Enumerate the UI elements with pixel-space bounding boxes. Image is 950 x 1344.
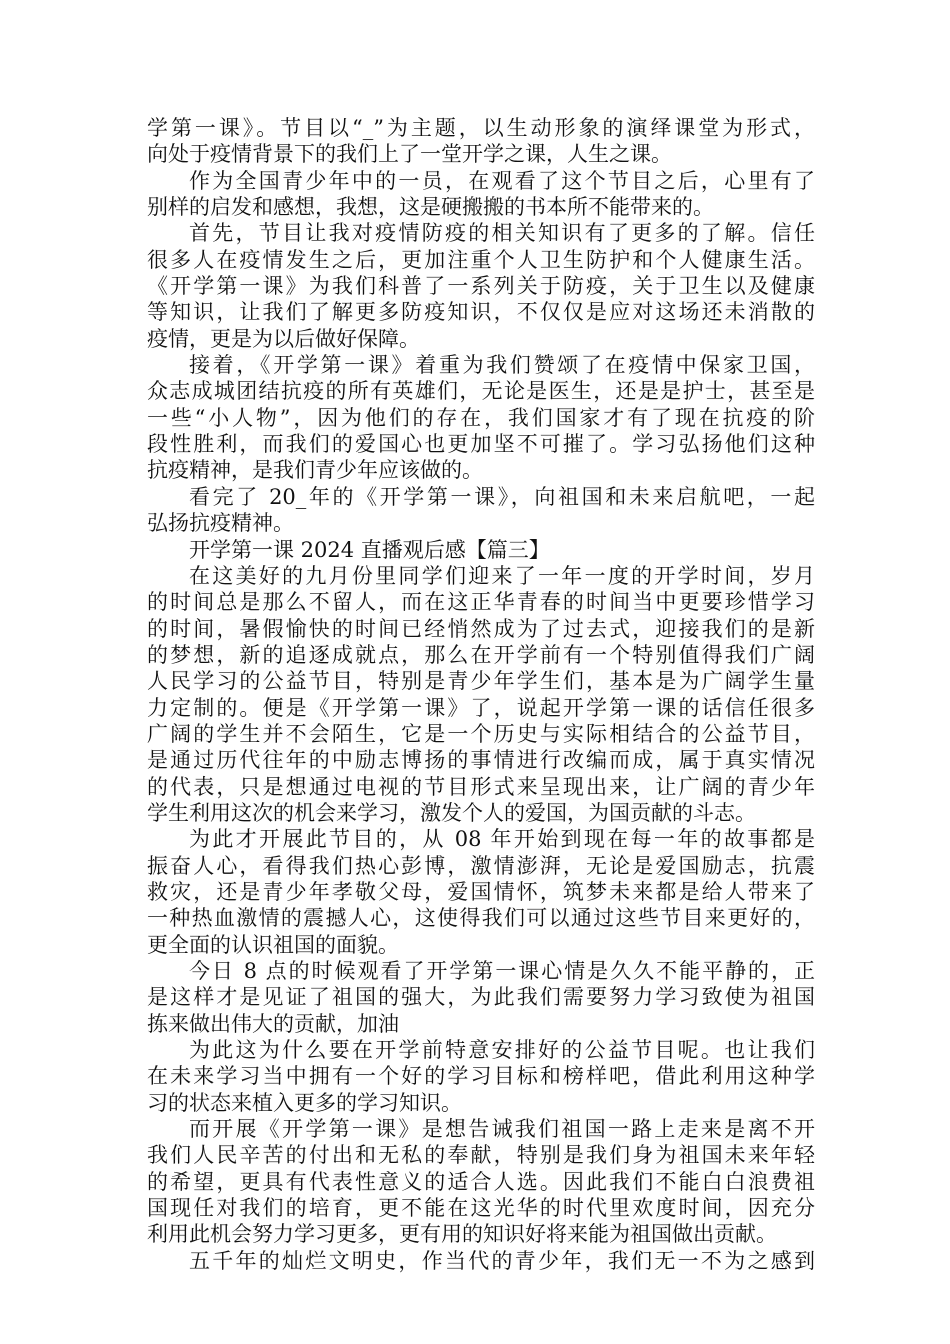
text-line: 利用此机会努力学习更多，更有用的知识好将来能为祖国做出贡献。	[147, 1222, 777, 1247]
document-body	[147, 115, 815, 1274]
text-line: 弘扬抗疫精神。	[147, 511, 294, 536]
paragraph-first-line: 为此这为什么要在开学前特意安排好的公益节目呢。也让我们	[189, 1038, 815, 1063]
paragraph-first-line: 五千年的灿烂文明史，作当代的青少年，我们无一不为之感到	[189, 1248, 815, 1273]
text-line: 等知识，让我们了解更多防疫知识，不仅仅是应对这场还未消散的	[147, 300, 815, 325]
paragraph-first-line: 看完了 20_年的《开学第一课》，向祖国和未来启航吧，一起	[189, 484, 815, 509]
paragraph-first-line: 接着，《开学第一课》着重为我们赞颂了在疫情中保家卫国，	[189, 353, 815, 378]
paragraph-first-line: 首先，节目让我对疫情防疫的相关知识有了更多的了解。信任	[189, 221, 815, 246]
paragraph-first-line: 今日 8 点的时候观看了开学第一课心情是久久不能平静的，正	[189, 959, 815, 983]
text-line: 的希望，更具有代表性意义的适合人选。因此我们不能白白浪费祖	[147, 1169, 815, 1194]
text-line: 的时间总是那么不留人，而在这正华青春的时间当中更要珍惜学习	[147, 590, 815, 615]
text-line: 学生利用这次的机会来学习，激发个人的爱国，为国贡献的斗志。	[147, 800, 756, 825]
text-line: 更全面的认识祖国的面貌。	[147, 932, 399, 957]
text-line: 学第一课》。节目以“_”为主题，以生动形象的演绎课堂为形式，	[147, 116, 815, 140]
text-line: 的时间，暑假愉快的时间已经悄然成为了过去式，迎接我们的是新	[147, 616, 815, 641]
paragraph-first-line: 作为全国青少年中的一员，在观看了这个节目之后，心里有了	[189, 168, 815, 193]
text-line: 在未来学习当中拥有一个好的学习目标和榜样吧，借此利用这种学	[147, 1064, 815, 1089]
text-line: 的梦想，新的追逐成就点，那么在开学前有一个特别值得我们广阔	[147, 642, 815, 667]
paragraph-first-line: 在这美好的九月份里同学们迎来了一年一度的开学时间，岁月	[189, 563, 815, 588]
text-line: 段性胜利，而我们的爱国心也更加坚不可摧了。学习弘扬他们这种	[147, 432, 815, 457]
text-line: 人民学习的公益节目，特别是青少年学生们，基本是为广阔学生量	[147, 669, 815, 694]
text-line: 习的状态来植入更多的学习知识。	[147, 1090, 462, 1115]
text-line: 众志成城团结抗疫的所有英雄们，无论是医生，还是是护士，甚至是	[147, 379, 815, 404]
paragraph-first-line: 开学第一课 2024 直播观后感【篇三】	[189, 537, 550, 562]
text-line: 别样的启发和感想，我想，这是硬搬搬的书本所不能带来的。	[147, 195, 714, 220]
text-line: 是这样才是见证了祖国的强大，为此我们需要努力学习致使为祖国	[147, 985, 815, 1010]
text-line: 拣来做出伟大的贡献，加油	[147, 1011, 399, 1036]
text-line: 《开学第一课》为我们科普了一系列关于防疫，关于卫生以及健康	[147, 274, 815, 299]
text-line: 很多人在疫情发生之后，更加注重个人卫生防护和个人健康生活。	[147, 247, 815, 272]
text-line: 广阔的学生并不会陌生，它是一个历史与实际相结合的公益节目，	[147, 721, 815, 746]
paragraph-first-line: 为此才开展此节目的，从 08 年开始到现在每一年的故事都是	[189, 827, 815, 852]
text-line: 一种热血激情的震撼人心，这使得我们可以通过这些节目来更好的，	[147, 906, 815, 931]
text-line: 向处于疫情背景下的我们上了一堂开学之课，人生之课。	[147, 142, 672, 167]
text-line: 疫情，更是为以后做好保障。	[147, 326, 420, 351]
text-line: 力定制的。便是《开学第一课》了，说起开学第一课的话信任很多	[147, 695, 815, 720]
text-line: 我们人民辛苦的付出和无私的奉献，特别是我们身为祖国未来年轻	[147, 1143, 815, 1168]
text-line: 国现任对我们的培育，更不能在这光华的时代里欢度时间，因充分	[147, 1196, 815, 1221]
text-line: 的代表，只是想通过电视的节目形式来呈现出来，让广阔的青少年	[147, 774, 815, 799]
text-line: 是通过历代往年的中励志博扬的事情进行改编而成，属于真实情况	[147, 748, 815, 773]
text-line: 救灾，还是青少年孝敬父母，爱国情怀，筑梦未来都是给人带来了	[147, 879, 815, 904]
text-line: 一些“小人物”，因为他们的存在，我们国家才有了现在抗疫的阶	[147, 405, 815, 430]
text-line: 振奋人心，看得我们热心彭博，激情澎湃，无论是爱国励志，抗震	[147, 853, 815, 878]
paragraph-first-line: 而开展《开学第一课》是想告诫我们祖国一路上走来是离不开	[189, 1117, 815, 1142]
text-line: 抗疫精神，是我们青少年应该做的。	[147, 458, 483, 483]
